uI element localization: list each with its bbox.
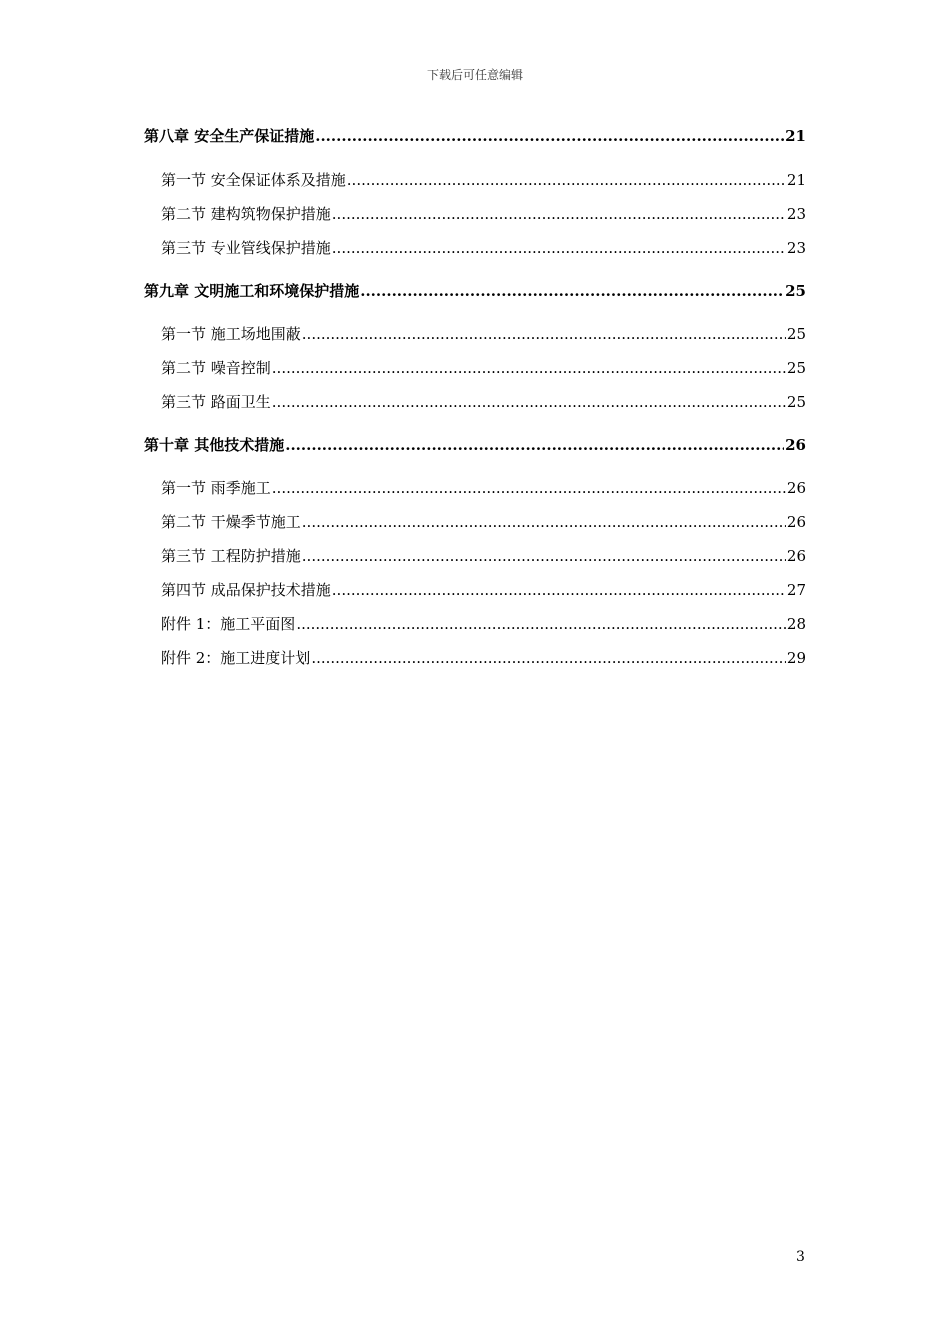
toc-section-9-1[interactable] [161, 324, 806, 344]
dot-leader [272, 392, 786, 412]
toc-entry-page: 21 [786, 171, 806, 189]
toc-section-10-4[interactable] [161, 580, 806, 600]
toc-entry-label: 第三节 工程防护措施 [161, 547, 301, 565]
dot-leader [272, 358, 786, 378]
toc-chapter-8[interactable] [144, 126, 806, 146]
toc-entry-page: 25 [785, 282, 806, 300]
toc-section-8-3[interactable] [161, 238, 806, 258]
toc-entry-page: 23 [786, 239, 806, 257]
toc-entry-page: 26 [786, 513, 806, 531]
toc-entry-page: 26 [785, 436, 806, 454]
toc-chapter-9[interactable] [144, 281, 806, 301]
dot-leader [285, 435, 784, 455]
toc-section-10-2[interactable] [161, 512, 806, 532]
toc-section-9-2[interactable] [161, 358, 806, 378]
toc-entry-label: 附件 1：施工平面图 [161, 615, 296, 633]
dot-leader [332, 580, 786, 600]
toc-entry-label: 第一节 雨季施工 [161, 479, 271, 497]
toc-entry-page: 21 [785, 127, 806, 145]
toc-entry-label: 附件 2：施工进度计划 [161, 649, 311, 667]
toc-section-8-2[interactable] [161, 204, 806, 224]
page-header: 下载后可任意编辑 [426, 68, 523, 82]
toc-entry-label: 第二节 噪音控制 [161, 359, 271, 377]
toc-appendix-1[interactable] [161, 614, 806, 634]
toc-section-9-3[interactable] [161, 392, 806, 412]
toc-entry-page: 25 [786, 325, 806, 343]
dot-leader [302, 512, 786, 532]
dot-leader [296, 614, 786, 634]
dot-leader [347, 170, 786, 190]
toc-chapter-10[interactable] [144, 435, 806, 455]
toc-section-10-1[interactable] [161, 478, 806, 498]
dot-leader [311, 648, 786, 668]
toc-entry-label: 第二节 建构筑物保护措施 [161, 205, 331, 223]
dot-leader [332, 238, 786, 258]
dot-leader [302, 546, 786, 566]
toc-entry-page: 29 [786, 649, 806, 667]
toc-entry-page: 27 [786, 581, 806, 599]
toc-entry-label: 第一节 施工场地围蔽 [161, 325, 301, 343]
toc-entry-page: 28 [786, 615, 806, 633]
page-number: 3 [796, 1249, 805, 1265]
toc-entry-page: 26 [786, 547, 806, 565]
toc-entry-label: 第二节 干燥季节施工 [161, 513, 301, 531]
dot-leader [360, 281, 784, 301]
toc-entry-label: 第一节 安全保证体系及措施 [161, 171, 346, 189]
toc-section-8-1[interactable] [161, 170, 806, 190]
toc-entry-label: 第八章 安全生产保证措施 [144, 127, 315, 145]
toc-entry-label: 第三节 专业管线保护措施 [161, 239, 331, 257]
toc-entry-label: 第四节 成品保护技术措施 [161, 581, 331, 599]
toc-entry-page: 25 [786, 359, 806, 377]
toc-entry-label: 第十章 其他技术措施 [144, 436, 285, 454]
dot-leader [302, 324, 786, 344]
toc-entry-page: 25 [786, 393, 806, 411]
toc-entry-page: 26 [786, 479, 806, 497]
toc-entry-page: 23 [786, 205, 806, 223]
toc-entry-label: 第九章 文明施工和环境保护措施 [144, 282, 360, 300]
toc-section-10-3[interactable] [161, 546, 806, 566]
toc-appendix-2[interactable] [161, 648, 806, 668]
dot-leader [315, 126, 784, 146]
dot-leader [332, 204, 786, 224]
dot-leader [272, 478, 786, 498]
toc-entry-label: 第三节 路面卫生 [161, 393, 271, 411]
